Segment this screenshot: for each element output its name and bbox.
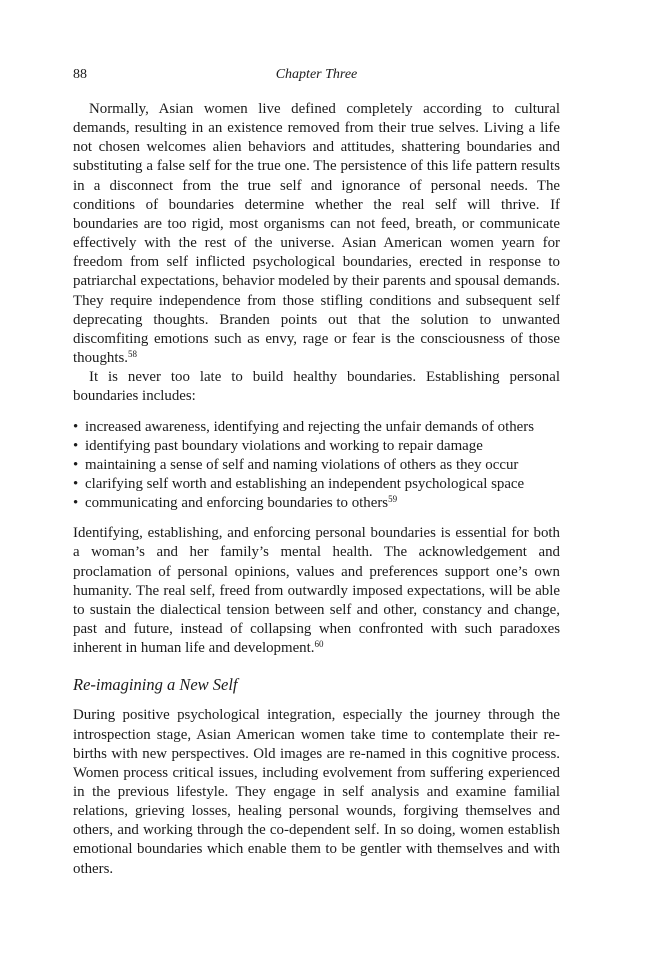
list-item-text: clarifying self worth and establishing an independent psychological space bbox=[85, 475, 525, 492]
footnote-ref-60: 60 bbox=[314, 639, 324, 650]
book-page bbox=[73, 64, 560, 879]
paragraph-3-text: Identifying, establishing, and enforcing personal boundaries is essential for both a woman’s and her family’s mental health. The acknowledgement and proclamation of personal opinions, values and preferences support one’s own humanity. The real self, freed from outwardly imposed expectations, will be able to sustain the dialectical tension between self and other, constancy and change, past and future, instead of collapsing when confronted with such paradoxes inherent in human life and development. bbox=[73, 525, 560, 657]
list-item-text: identifying past boundary violations and working to repair damage bbox=[85, 437, 483, 454]
page-number: 88 bbox=[73, 67, 87, 82]
bullet-icon: • bbox=[73, 495, 79, 512]
paragraph-4: During positive psychological integration, especially the journey through the introspection stage, Asian American women take time to contemplate their re-births with new perspectives. Old images are re-named in this cognitive process. Women process critical issues, including evolvement from suffering experienced in the previous lifestyle. They engage in self analysis and examine familial relations, grieving losses, healing personal wounds, forgiving themselves and others, and working through the co-dependent self. In so doing, women establish emotional boundaries which enable them to be gentler with themselves and with others. bbox=[73, 707, 560, 877]
footnote-ref-59: 59 bbox=[388, 494, 398, 505]
boundaries-list bbox=[73, 418, 560, 514]
section-heading: Re-imagining a New Self bbox=[73, 675, 238, 695]
running-head bbox=[73, 64, 560, 86]
paragraph-2: It is never too late to build healthy boundaries. Establishing personal boundaries includes: bbox=[73, 369, 560, 405]
list-item bbox=[73, 418, 560, 437]
list-item bbox=[73, 475, 560, 494]
page-body bbox=[73, 100, 560, 879]
bullet-icon: • bbox=[73, 418, 79, 435]
chapter-title: Chapter Three bbox=[275, 67, 358, 82]
list-item bbox=[73, 456, 560, 475]
list-item-text: maintaining a sense of self and naming violations of others as they occur bbox=[85, 456, 519, 473]
footnote-ref-58: 58 bbox=[128, 349, 138, 360]
bullet-icon: • bbox=[73, 456, 79, 473]
list-item-text: increased awareness, identifying and rejecting the unfair demands of others bbox=[85, 418, 535, 435]
paragraph-1-text: Normally, Asian women live defined completely according to cultural demands, resulting in an existence removed from their true selves. Living a life not chosen welcomes alien behaviors and attitudes, shattering boundaries and substituting a false self for the true one. The persistence of this life pattern results in a disconnect from the true self and ignorance of personal needs. The conditions of boundaries determine whether the real self will thrive. If boundaries are too rigid, most organisms can not feed, breath, or communicate effectively with the rest of the universe. Asian American women yearn for freedom from self inflicted psychological boundaries, erected in response to patriarchal expectations, behavior modeled by their parents and spousal demands. They require independence from those stifling conditions and subsequent self deprecating thoughts. Branden points out that the solution to unwanted discomfiting emotions such as envy, rage or fear is the consciousness of those thoughts. bbox=[73, 101, 560, 367]
bullet-icon: • bbox=[73, 475, 79, 492]
paragraph-1 bbox=[73, 100, 560, 368]
list-item bbox=[73, 437, 560, 456]
list-item-text: communicating and enforcing boundaries to others bbox=[85, 495, 389, 512]
bullet-icon: • bbox=[73, 437, 79, 454]
list-item bbox=[73, 494, 560, 513]
paragraph-3 bbox=[73, 524, 560, 658]
